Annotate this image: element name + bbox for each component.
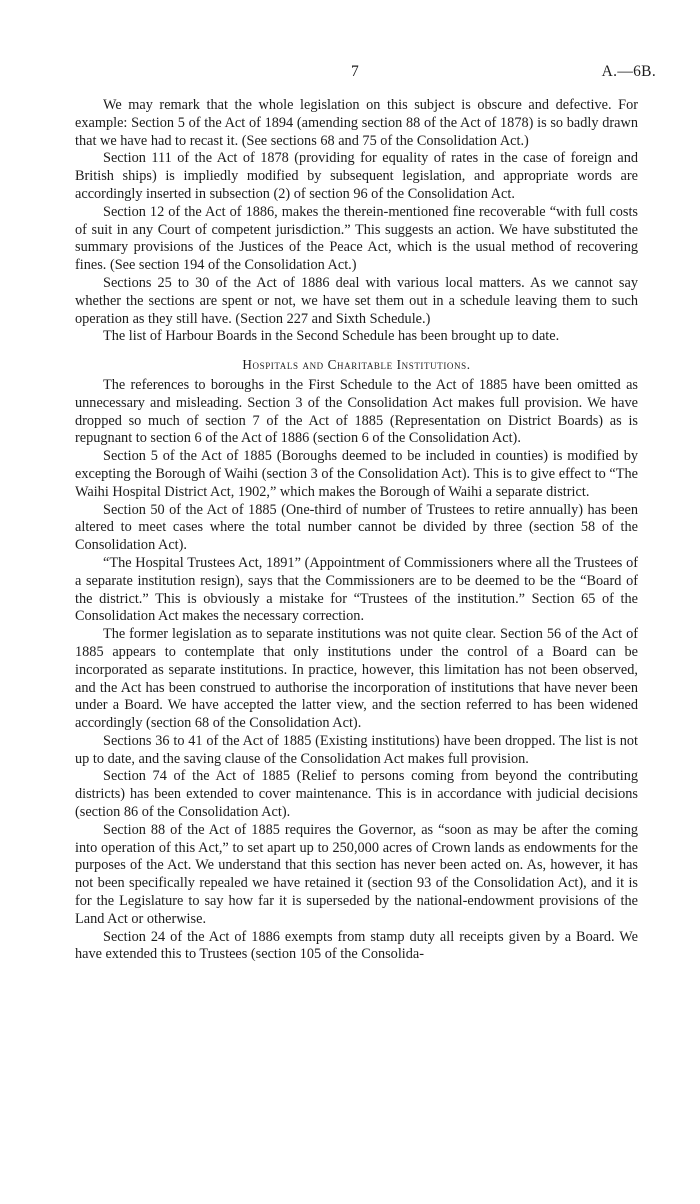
page-header bbox=[0, 63, 700, 83]
paragraph: Sections 36 to 41 of the Act of 1885 (Existing institutions) have been dropped. The list is not up to date, and the saving clause of the Consolidation Act makes full provision. bbox=[75, 732, 638, 767]
paragraph: “The Hospital Trustees Act, 1891” (Appointment of Commissioners where all the Trustees of a separate institution resign), says that the Commissioners are to be deemed to be the “Board of the district.” This is obviously a mistake for “Trustees of the institution.” Section 65 of the Consolidation Act makes the necessary correction. bbox=[75, 554, 638, 625]
paragraph: The list of Harbour Boards in the Second Schedule has been brought up to date. bbox=[103, 328, 560, 345]
document-body bbox=[75, 97, 638, 964]
paragraph: We may remark that the whole legislation on this subject is obscure and defective. For example: Section 5 of the Act of 1894 (amending section 88 of the Act of 1878) is so badly drawn that we have had to recast it. (See sections 68 and 75 of the Consolidation Act.) bbox=[75, 97, 638, 149]
paragraph: Section 88 of the Act of 1885 requires the Governor, as “soon as may be after the coming into operation of this Act,” to set apart up to 250,000 acres of Crown lands as endowments for the purposes of the Act. We understand that this section has never been acted on. As, however, it has not been specifically repealed we have retained it (section 93 of the Consolidation Act), and it is for the Legislature to say how far it is superseded by the national-endowment provisions of the Land Act or otherwise. bbox=[75, 821, 638, 927]
paragraph: Section 12 of the Act of 1886, makes the therein-mentioned fine recoverable “with full costs of suit in any Court of competent jurisdiction.” This suggests an action. We have substituted the summary provisions of the Justices of the Peace Act, which is the usual method of recovering fines. (See section 194 of the Consolidation Act.) bbox=[75, 203, 638, 274]
section-heading: Hospitals and Charitable Institutions. bbox=[242, 357, 471, 373]
paragraph: The references to boroughs in the First Schedule to the Act of 1885 have been omitted as unnecessary and misleading. Section 3 of the Consolidation Act makes full provision. We have dropped so much of section 7 of the Act of 1885 (Representation on District Boards) as is repugnant to section 6 of the Act of 1886 (section 6 of the Consolidation Act). bbox=[75, 376, 638, 447]
paragraph: The former legislation as to separate institutions was not quite clear. Section 56 of the Act of 1885 appears to contemplate that only institutions under the control of a Board can be incorporated as separate institutions. In practice, however, this limitation has not been observed, and the Act has been construed to authorise the incorporation of institutions that have never been under a Board. We have accepted the latter view, and the section referred to has been widened accordingly (section 68 of the Consolidation Act). bbox=[75, 626, 638, 732]
paragraph: Section 5 of the Act of 1885 (Boroughs deemed to be included in counties) is modified by excepting the Borough of Waihi (section 3 of the Consolidation Act). This is to give effect to “The Waihi Hospital District Act, 1902,” which makes the Borough of Waihi a separate district. bbox=[75, 448, 638, 500]
paragraph: Section 111 of the Act of 1878 (providing for equality of rates in the case of foreign and British ships) is impliedly modified by subsequent legislation, and appropriate words are accordingly inserted in subsection (2) of section 96 of the Consolidation Act. bbox=[75, 150, 638, 202]
paragraph: Section 74 of the Act of 1885 (Relief to persons coming from beyond the contributing districts) has been extended to cover maintenance. This is in accordance with judicial decisions (section 86 of the Consolidation Act). bbox=[75, 768, 638, 821]
paragraph: Sections 25 to 30 of the Act of 1886 deal with various local matters. As we cannot say whether the sections are spent or not, we have set them out in a schedule leaving them to such operation as they still have. (Section 227 and Sixth Schedule.) bbox=[75, 274, 638, 327]
paragraph: Section 24 of the Act of 1886 exempts from stamp duty all receipts given by a Board. We have extended this to Trustees (section 105 of the Consolida- bbox=[75, 928, 638, 963]
paragraph: Section 50 of the Act of 1885 (One-third of number of Trustees to retire annually) has been altered to meet cases where the total number cannot be divided by three (section 58 of the Consolidation Act). bbox=[75, 501, 638, 554]
page-number: 7 bbox=[351, 63, 359, 80]
paper-reference: A.—6B. bbox=[601, 63, 656, 80]
